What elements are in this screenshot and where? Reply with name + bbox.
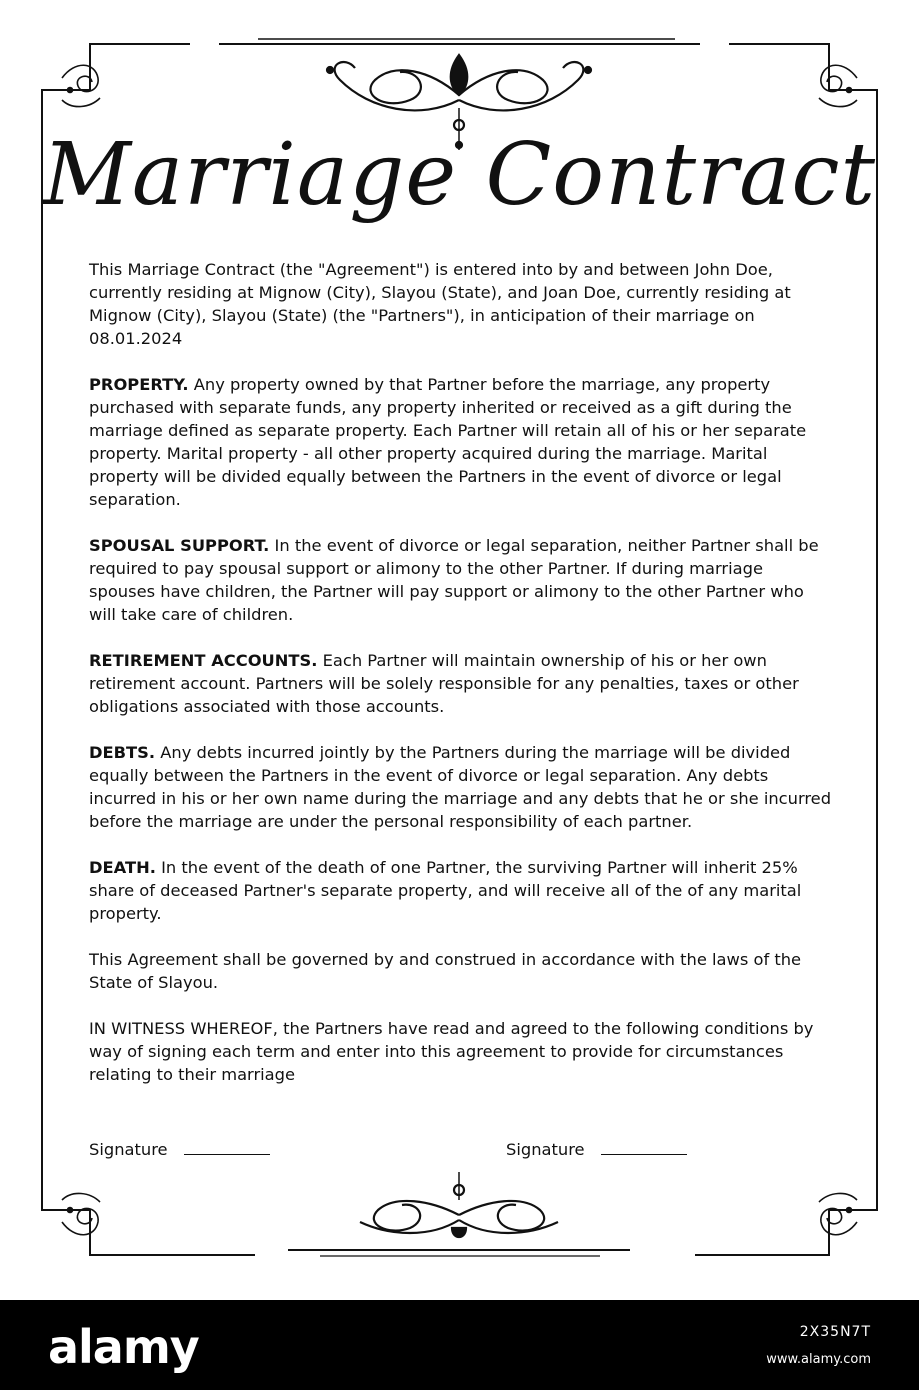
contract-body	[89, 258, 834, 1109]
watermark-footer	[0, 1300, 919, 1390]
governing-law-paragraph: This Agreement shall be governed by and construed in accordance with the laws of the State of Slayou.	[89, 950, 802, 992]
clause-heading: SPOUSAL SUPPORT.	[89, 536, 270, 555]
clause-text: In the event of the death of one Partner, the surviving Partner will inherit 25% share of deceased Partner's separate property, and will receive all of the of any marital property.	[89, 858, 802, 923]
intro-paragraph: This Marriage Contract (the "Agreement") is entered into by and between John Doe, currently residing at Mignow (City), Slayou (State), and Joan Doe, currently residing at Mignow (City), Slayou (State) (the "Partners"), in anticipation of their marriage on 08.01.2024	[89, 260, 791, 348]
clause-death	[89, 856, 834, 925]
clause-text: Each Partner will maintain ownership of his or her own retirement account. Partners will be solely responsible for any penalties, taxes or other obligations associated with those accounts.	[89, 651, 799, 716]
corner-flourish-icon	[819, 65, 857, 106]
clause-debts	[89, 741, 834, 833]
signature-label: Signature	[89, 1140, 168, 1159]
witness-paragraph: IN WITNESS WHEREOF, the Partners have read and agreed to the following conditions by way of signing each term and enter into this agreement to provide for circumstances relating to their marriage	[89, 1019, 814, 1084]
signature-label: Signature	[506, 1140, 585, 1159]
clause-retirement-accounts	[89, 649, 834, 718]
bottom-ornament-icon	[360, 1172, 558, 1237]
alamy-logo: alamy	[48, 1320, 199, 1374]
signature-left	[89, 1138, 270, 1161]
page-title: Marriage Contract	[42, 125, 877, 225]
clause-heading: DEATH.	[89, 858, 156, 877]
clause-text: Any property owned by that Partner before the marriage, any property purchased with separate funds, any property inherited or received as a gift during the marriage defined as separate property. Each Partner will retain all of his or her separate property. Marital property - all other property acquired during the marriage. Marital property will be divided equally between the Partners in the event of divorce or legal separation.	[89, 375, 807, 509]
corner-flourish-icon	[62, 65, 100, 106]
clause-heading: DEBTS.	[89, 743, 156, 762]
clause-spousal-support	[89, 534, 834, 626]
signature-line[interactable]	[184, 1139, 270, 1155]
corner-flourish-icon	[62, 1193, 100, 1234]
signature-line[interactable]	[601, 1139, 687, 1155]
stock-image-id: 2X35N7T	[799, 1324, 871, 1340]
clause-property	[89, 373, 834, 511]
clause-heading: PROPERTY.	[89, 375, 189, 394]
clause-text: In the event of divorce or legal separation, neither Partner shall be required to pay spousal support or alimony to the other Partner. If during marriage spouses have children, the Partner will pay support or alimony to the other Partner who will take care of children.	[89, 536, 819, 624]
clause-heading: RETIREMENT ACCOUNTS.	[89, 651, 318, 670]
clause-text: Any debts incurred jointly by the Partners during the marriage will be divided equally between the Partners in the event of divorce or legal separation. Any debts incurred in his or her own name during the marriage and any debts that he or she incurred before the marriage are under the personal responsibility of each partner.	[89, 743, 832, 831]
signature-right	[506, 1138, 687, 1161]
stock-url: www.alamy.com	[766, 1352, 871, 1367]
corner-flourish-icon	[819, 1193, 857, 1234]
